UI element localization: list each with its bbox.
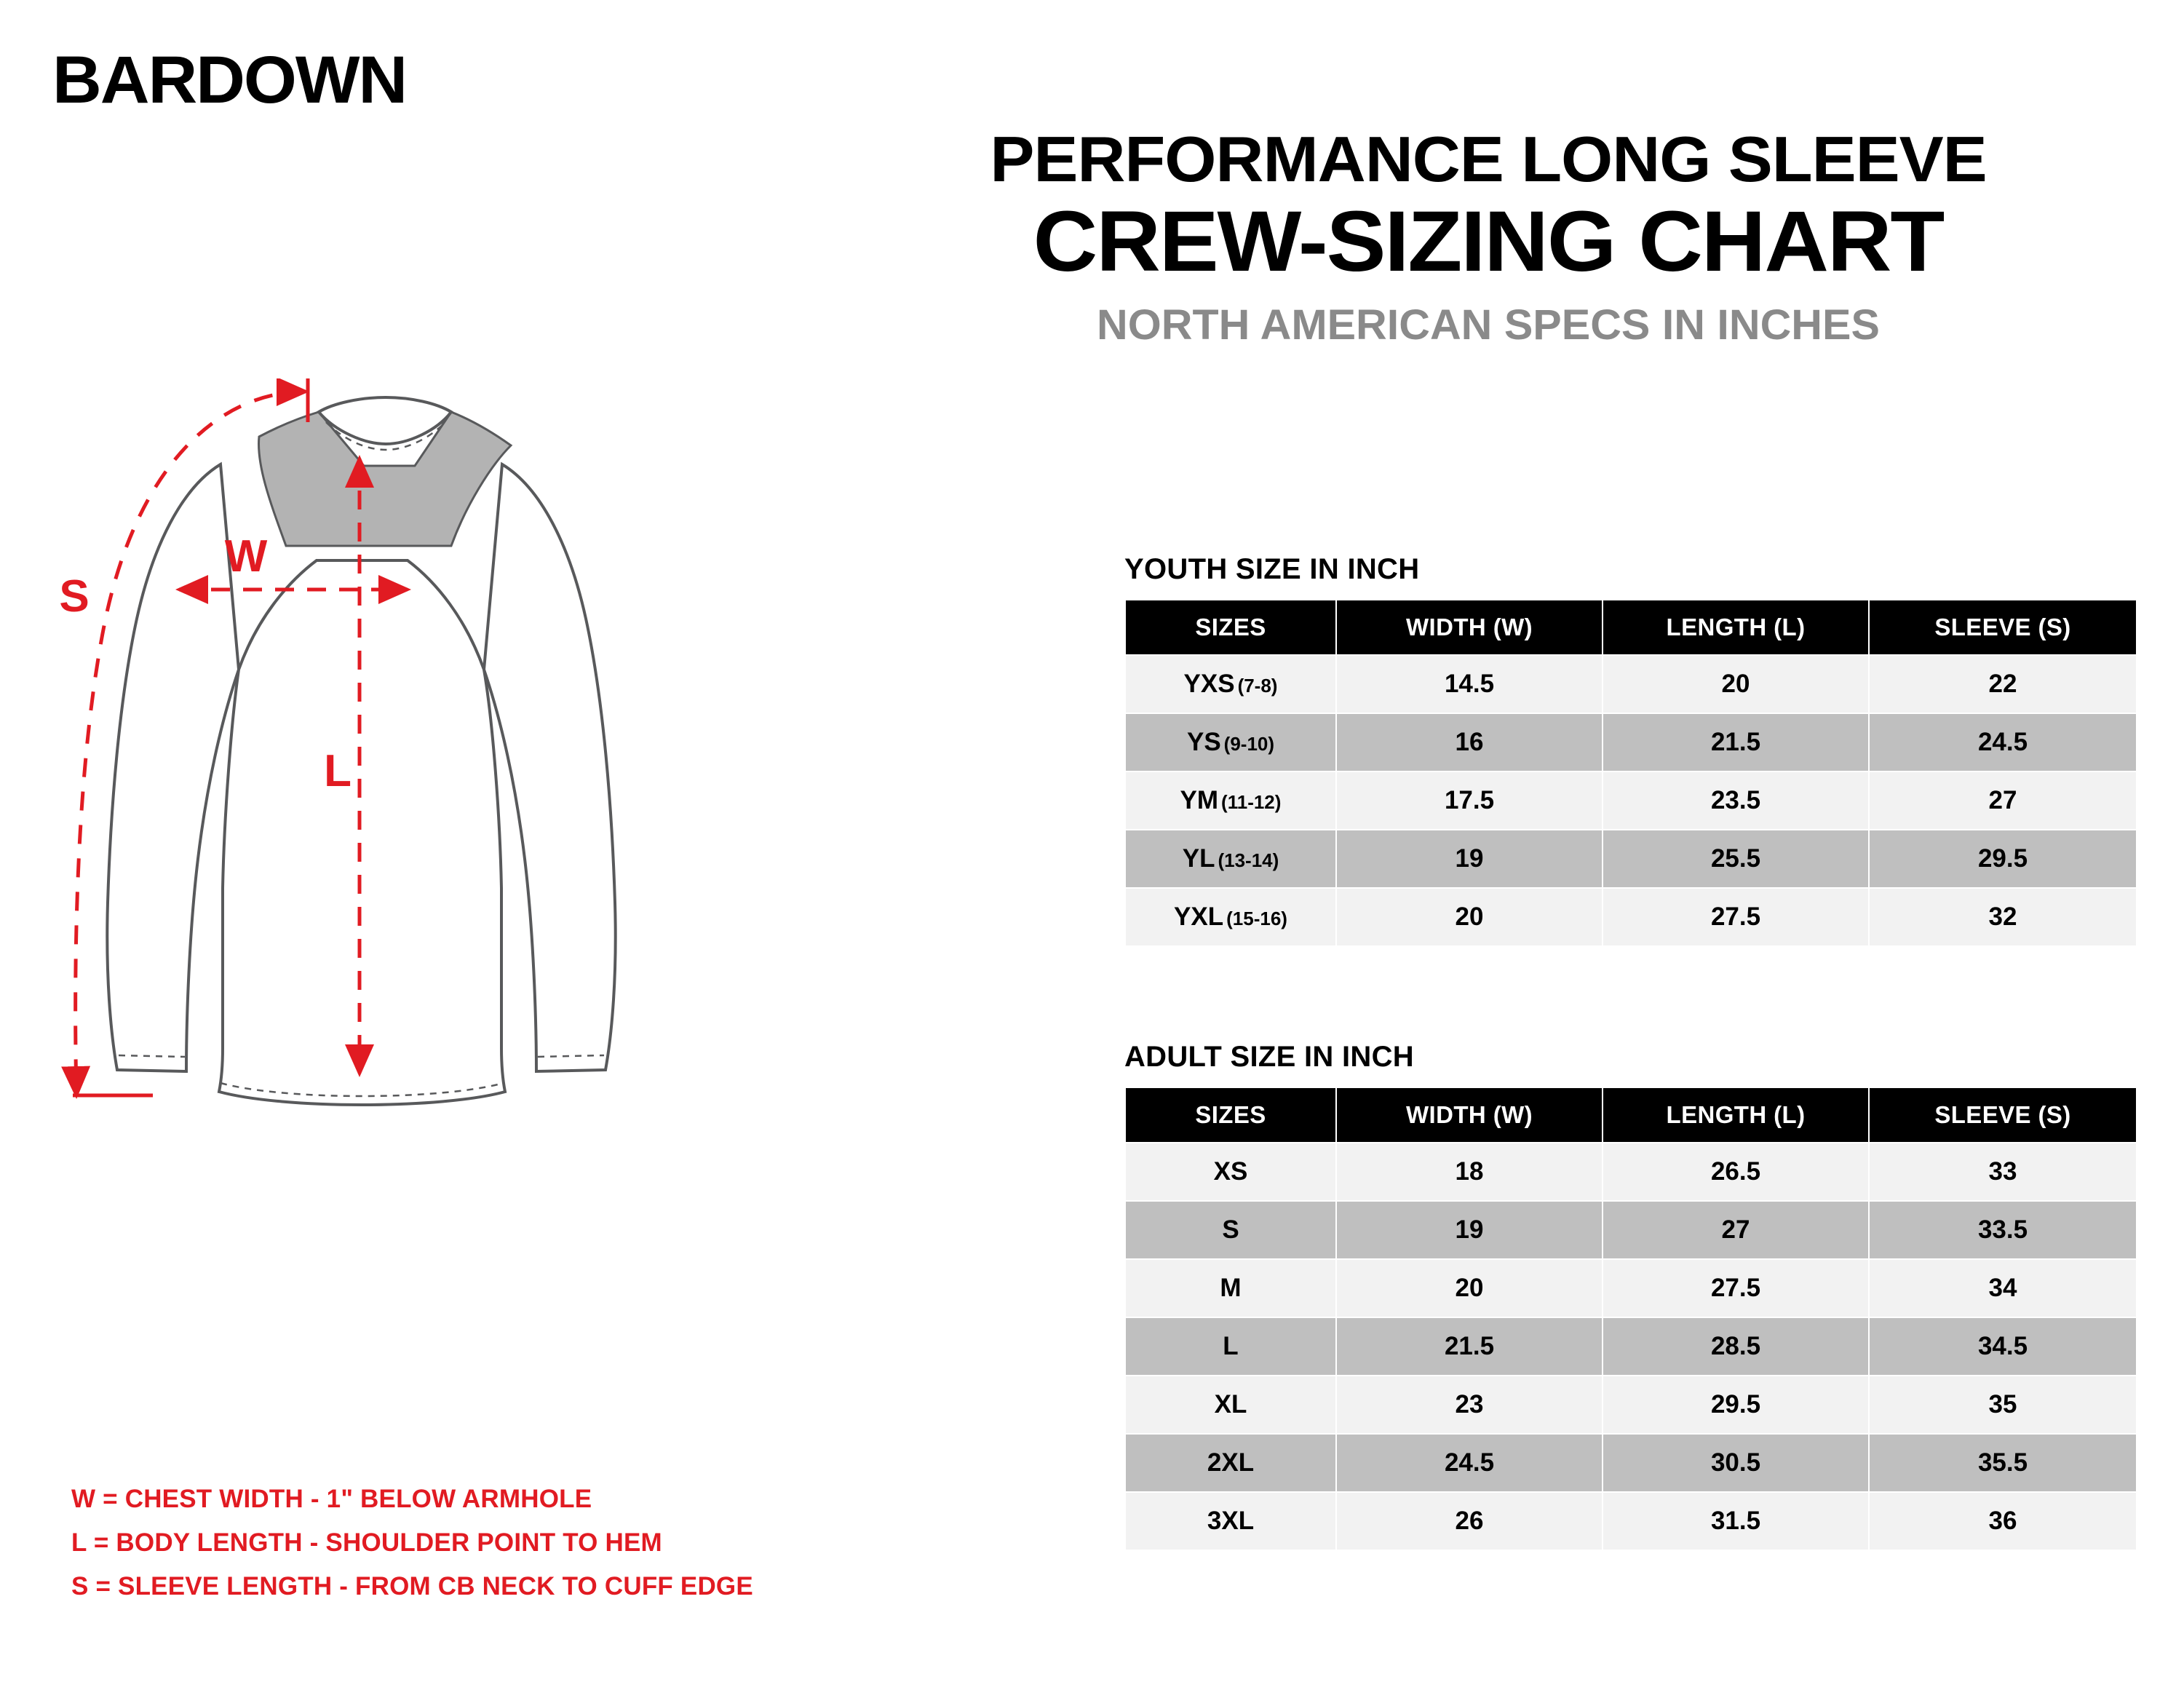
cell-width: 16 bbox=[1336, 713, 1603, 771]
table-row bbox=[1125, 1492, 2137, 1550]
column-header-sleeve: SLEEVE (S) bbox=[1869, 600, 2137, 655]
cell-width: 21.5 bbox=[1336, 1317, 1603, 1376]
cell-length: 20 bbox=[1603, 655, 1869, 713]
cell-width: 19 bbox=[1336, 830, 1603, 888]
legend bbox=[71, 1477, 753, 1609]
column-header-sizes: SIZES bbox=[1125, 1087, 1336, 1143]
cell-size: YL (13-14) bbox=[1125, 830, 1336, 888]
adult-size-section bbox=[1124, 1041, 2136, 1551]
column-header-length: LENGTH (L) bbox=[1603, 600, 1869, 655]
cell-size: YS (9-10) bbox=[1125, 713, 1336, 771]
cell-size: 2XL bbox=[1125, 1434, 1336, 1492]
cell-size: YXL (15-16) bbox=[1125, 888, 1336, 946]
label-l: L bbox=[324, 746, 352, 796]
table-header-row bbox=[1125, 600, 2137, 655]
table-row bbox=[1125, 1201, 2137, 1259]
cell-width: 14.5 bbox=[1336, 655, 1603, 713]
adult-size-table bbox=[1124, 1087, 2137, 1551]
cell-length: 23.5 bbox=[1603, 771, 1869, 830]
cell-sleeve: 35.5 bbox=[1869, 1434, 2137, 1492]
cell-sleeve: 34 bbox=[1869, 1259, 2137, 1317]
table-row bbox=[1125, 1259, 2137, 1317]
table-row bbox=[1125, 888, 2137, 946]
title-line-1: PERFORMANCE LONG SLEEVE bbox=[990, 123, 1987, 195]
cell-length: 29.5 bbox=[1603, 1376, 1869, 1434]
cell-sleeve: 24.5 bbox=[1869, 713, 2137, 771]
cell-size: YM (11-12) bbox=[1125, 771, 1336, 830]
table-row bbox=[1125, 1376, 2137, 1434]
cell-sleeve: 33.5 bbox=[1869, 1201, 2137, 1259]
cell-length: 28.5 bbox=[1603, 1317, 1869, 1376]
cell-width: 19 bbox=[1336, 1201, 1603, 1259]
legend-line-1: W = CHEST WIDTH - 1" BELOW ARMHOLE bbox=[71, 1485, 592, 1513]
column-header-width: WIDTH (W) bbox=[1336, 1087, 1603, 1143]
cell-length: 25.5 bbox=[1603, 830, 1869, 888]
cell-size: YXS (7-8) bbox=[1125, 655, 1336, 713]
cell-length: 27.5 bbox=[1603, 888, 1869, 946]
cell-size: XL bbox=[1125, 1376, 1336, 1434]
cell-sleeve: 35 bbox=[1869, 1376, 2137, 1434]
table-row bbox=[1125, 771, 2137, 830]
cell-length: 30.5 bbox=[1603, 1434, 1869, 1492]
cell-sleeve: 33 bbox=[1869, 1143, 2137, 1201]
title-line-2: CREW-SIZING CHART bbox=[1033, 194, 1944, 290]
table-row bbox=[1125, 830, 2137, 888]
table-row bbox=[1125, 1317, 2137, 1376]
table-row bbox=[1125, 713, 2137, 771]
cell-sleeve: 36 bbox=[1869, 1492, 2137, 1550]
brand-logo: BARDOWN bbox=[52, 43, 407, 117]
cell-length: 27.5 bbox=[1603, 1259, 1869, 1317]
cell-length: 27 bbox=[1603, 1201, 1869, 1259]
cell-length: 26.5 bbox=[1603, 1143, 1869, 1201]
cell-width: 26 bbox=[1336, 1492, 1603, 1550]
cell-sleeve: 34.5 bbox=[1869, 1317, 2137, 1376]
cell-size: M bbox=[1125, 1259, 1336, 1317]
label-w: W bbox=[224, 531, 268, 582]
page-title bbox=[837, 123, 2140, 349]
cell-sleeve: 27 bbox=[1869, 771, 2137, 830]
garment-diagram bbox=[44, 378, 866, 1441]
cell-width: 20 bbox=[1336, 888, 1603, 946]
cell-sleeve: 29.5 bbox=[1869, 830, 2137, 888]
cell-size: S bbox=[1125, 1201, 1336, 1259]
youth-table-caption: YOUTH SIZE IN INCH bbox=[1124, 553, 1420, 585]
table-row bbox=[1125, 1143, 2137, 1201]
column-header-sleeve: SLEEVE (S) bbox=[1869, 1087, 2137, 1143]
cell-size: XS bbox=[1125, 1143, 1336, 1201]
cell-size: L bbox=[1125, 1317, 1336, 1376]
cell-width: 24.5 bbox=[1336, 1434, 1603, 1492]
youth-size-section bbox=[1124, 553, 2136, 947]
table-row bbox=[1125, 655, 2137, 713]
cell-width: 23 bbox=[1336, 1376, 1603, 1434]
cell-width: 18 bbox=[1336, 1143, 1603, 1201]
legend-line-2: L = BODY LENGTH - SHOULDER POINT TO HEM bbox=[71, 1528, 662, 1558]
table-header-row bbox=[1125, 1087, 2137, 1143]
cell-sleeve: 32 bbox=[1869, 888, 2137, 946]
cell-width: 17.5 bbox=[1336, 771, 1603, 830]
column-header-width: WIDTH (W) bbox=[1336, 600, 1603, 655]
cell-length: 21.5 bbox=[1603, 713, 1869, 771]
legend-line-3: S = SLEEVE LENGTH - FROM CB NECK TO CUFF EDGE bbox=[71, 1572, 753, 1601]
table-row bbox=[1125, 1434, 2137, 1492]
column-header-sizes: SIZES bbox=[1125, 600, 1336, 655]
cell-size: 3XL bbox=[1125, 1492, 1336, 1550]
cell-width: 20 bbox=[1336, 1259, 1603, 1317]
title-subtitle: NORTH AMERICAN SPECS IN INCHES bbox=[1097, 301, 1880, 349]
cell-sleeve: 22 bbox=[1869, 655, 2137, 713]
label-s: S bbox=[59, 571, 90, 622]
cell-length: 31.5 bbox=[1603, 1492, 1869, 1550]
column-header-length: LENGTH (L) bbox=[1603, 1087, 1869, 1143]
adult-table-caption: ADULT SIZE IN INCH bbox=[1124, 1041, 1414, 1073]
youth-size-table bbox=[1124, 599, 2137, 947]
